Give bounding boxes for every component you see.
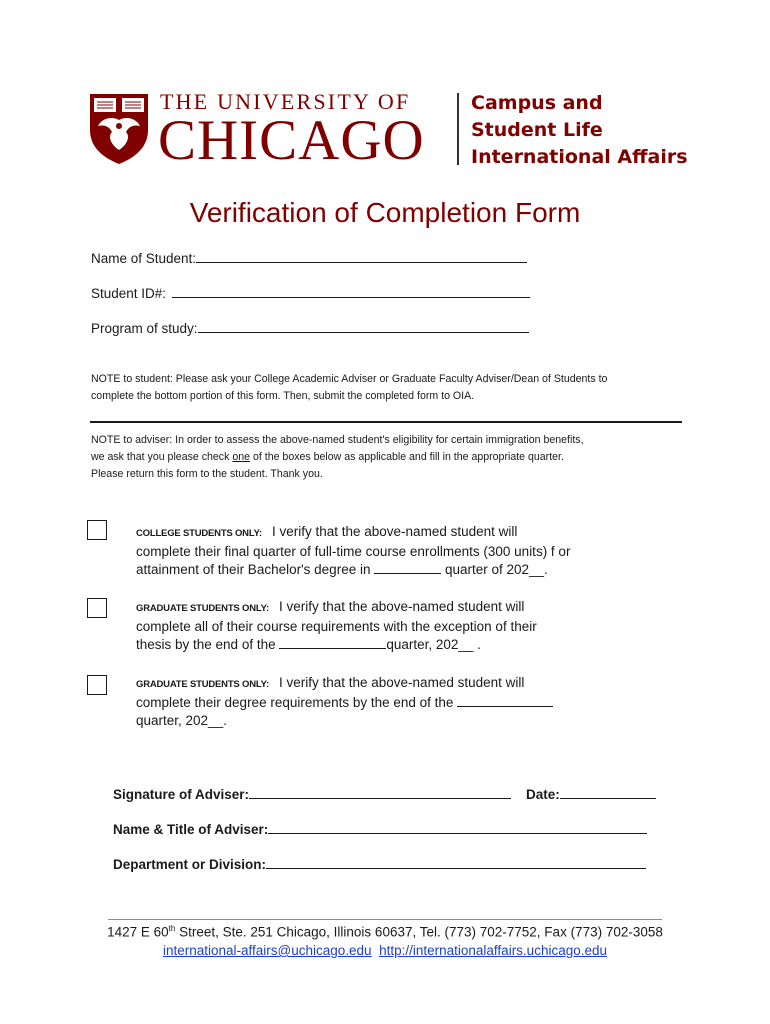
header-divider bbox=[457, 93, 459, 165]
college-students-option bbox=[136, 523, 606, 579]
note-adviser-emphasis: one bbox=[232, 451, 251, 463]
note-to-student: NOTE to student: Please ask your College Academic Adviser or Graduate Faculty Adviser/Dean of Students to complete the bottom portion of this form. Then, submit the completed form to OIA. bbox=[91, 373, 608, 402]
date-line[interactable] bbox=[560, 786, 656, 799]
graduate-degree-checkbox[interactable] bbox=[87, 675, 107, 695]
option-heading: GRADUATE STUDENTS ONLY: bbox=[136, 603, 269, 614]
note-adviser-line2 bbox=[91, 449, 661, 466]
program-line[interactable] bbox=[198, 320, 529, 333]
option-text-line2-pre: complete their degree requirements by the end of the bbox=[136, 695, 458, 710]
option-heading: GRADUATE STUDENTS ONLY: bbox=[136, 679, 269, 690]
graduate-degree-option bbox=[136, 674, 606, 730]
adviser-signature-line[interactable] bbox=[249, 786, 511, 799]
option-text-line3-post: quarter, 202__ . bbox=[386, 637, 481, 652]
graduate-course-quarter-blank[interactable] bbox=[279, 636, 386, 649]
website-link[interactable]: http://internationalaffairs.uchicago.edu bbox=[379, 943, 607, 958]
address-pre: 1427 E 60 bbox=[107, 924, 169, 940]
department-label: Department or Division: bbox=[113, 857, 267, 872]
footer-divider bbox=[108, 919, 662, 920]
adviser-signature-label: Signature of Adviser: bbox=[113, 787, 250, 802]
section-divider bbox=[90, 421, 682, 423]
college-quarter-blank[interactable] bbox=[374, 561, 441, 574]
dept-line-2: Student Life bbox=[471, 119, 603, 141]
note-adviser-line1: NOTE to adviser: In order to assess the above-named student's eligibility for certain immigration benefits, bbox=[91, 434, 584, 446]
graduate-degree-quarter-blank[interactable] bbox=[457, 694, 553, 707]
form-title: Verification of Completion Form bbox=[189, 197, 581, 228]
note-adviser-line3: Please return this form to the student. Thank you. bbox=[91, 468, 323, 480]
program-label: Program of study: bbox=[91, 321, 198, 336]
date-field[interactable] bbox=[526, 786, 656, 802]
option-text-line3: quarter, 202__. bbox=[136, 713, 227, 728]
university-name-line2: CHICAGO bbox=[158, 109, 425, 172]
student-name-field[interactable] bbox=[91, 250, 527, 266]
adviser-name-title-field[interactable] bbox=[113, 821, 647, 837]
university-name-line1: THE UNIVERSITY OF bbox=[160, 89, 411, 114]
note-to-adviser bbox=[91, 432, 661, 483]
address-post: Street, Ste. 251 Chicago, Illinois 60637, Tel. (773) 702-7752, Fax (773) 702-3058 bbox=[175, 924, 663, 940]
email-link[interactable]: international-affairs@uchicago.edu bbox=[162, 943, 372, 958]
student-name-label: Name of Student: bbox=[91, 251, 197, 266]
adviser-name-title-label: Name & Title of Adviser: bbox=[113, 822, 269, 837]
university-crest-icon bbox=[88, 92, 150, 166]
option-text-line3-pre: thesis by the end of the bbox=[136, 637, 280, 652]
dept-line-3: International Affairs bbox=[471, 146, 688, 168]
option-text-line1: I verify that the above-named student will bbox=[278, 675, 525, 690]
note-adviser-line2-post: of the boxes below as applicable and fill in the appropriate quarter. bbox=[250, 451, 564, 463]
dept-line-1: Campus and bbox=[471, 92, 603, 114]
department-field[interactable] bbox=[113, 856, 646, 872]
note-adviser-line2-pre: we ask that you please check bbox=[91, 451, 233, 463]
footer-address bbox=[0, 924, 770, 940]
graduate-course-option bbox=[136, 598, 606, 654]
option-text-line2: complete all of their course requirements with the exception of their bbox=[136, 619, 537, 634]
option-text-line3-pre: attainment of their Bachelor's degree in bbox=[136, 562, 375, 577]
graduate-course-checkbox[interactable] bbox=[87, 598, 107, 618]
program-field[interactable] bbox=[91, 320, 529, 336]
adviser-signature-field[interactable] bbox=[113, 786, 511, 802]
student-name-line[interactable] bbox=[196, 250, 527, 263]
footer-contacts bbox=[0, 943, 770, 958]
option-text-line1: I verify that the above-named student will bbox=[271, 524, 518, 539]
option-text-line2: complete their final quarter of full-time course enrollments (300 units) f or bbox=[136, 544, 571, 559]
department-line[interactable] bbox=[266, 856, 646, 869]
option-text-line3-post: quarter of 202__. bbox=[441, 562, 548, 577]
option-heading: COLLEGE STUDENTS ONLY: bbox=[136, 528, 262, 539]
option-text-line1: I verify that the above-named student will bbox=[278, 599, 525, 614]
student-id-label: Student ID#: bbox=[91, 286, 167, 301]
student-id-line[interactable] bbox=[172, 285, 530, 298]
student-id-field[interactable] bbox=[91, 285, 530, 301]
adviser-name-title-line[interactable] bbox=[268, 821, 647, 834]
address-sup: th bbox=[168, 924, 176, 933]
date-label: Date: bbox=[526, 787, 560, 802]
college-students-checkbox[interactable] bbox=[87, 520, 107, 540]
